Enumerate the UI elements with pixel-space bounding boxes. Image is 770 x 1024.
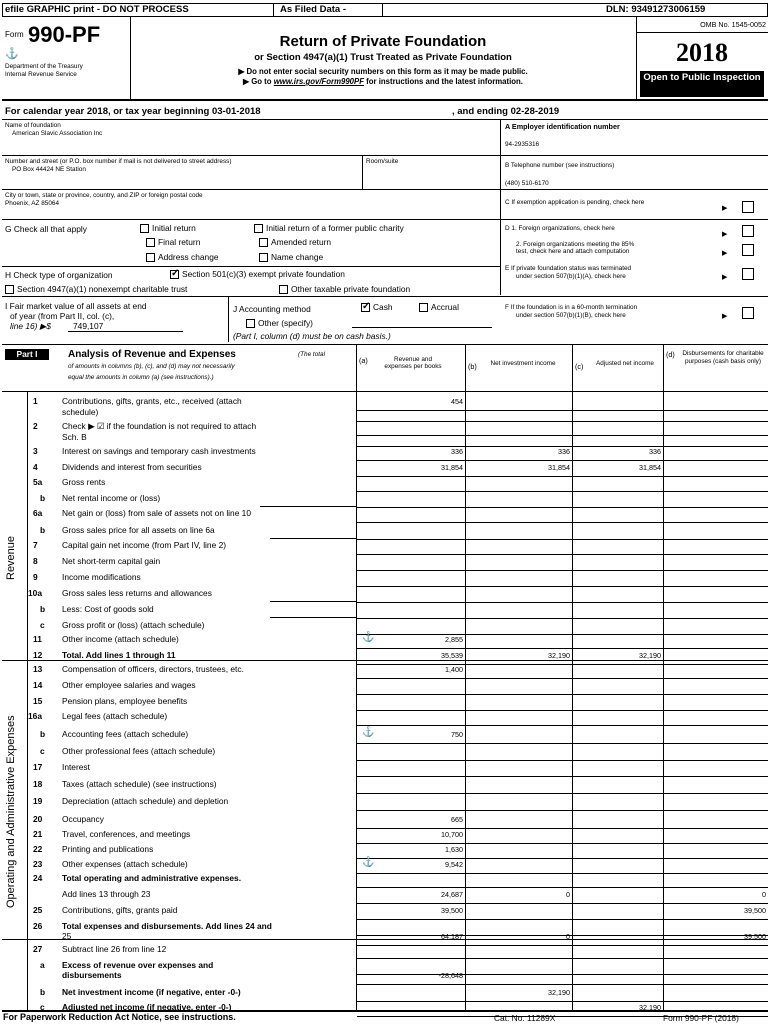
line-number: 1 — [33, 396, 38, 406]
entry-line[interactable] — [260, 506, 357, 507]
line-description: Other expenses (attach schedule) — [62, 859, 188, 869]
col-a-header: Revenue and expenses per books — [384, 356, 442, 370]
form-title: Return of Private Foundation — [279, 33, 487, 50]
d2-label-a: 2. Foreign organizations meeting the 85% — [516, 241, 635, 248]
city-label: City or town, state or province, country, and ZIP or foreign postal code — [5, 192, 203, 199]
line-number: 22 — [33, 844, 43, 854]
line-description: Subtract line 26 from line 12 — [62, 944, 167, 954]
line-description: Total. Add lines 1 through 11 — [62, 650, 176, 660]
row-divider — [357, 586, 768, 587]
foundation-name-label: Name of foundation — [5, 122, 61, 129]
amount-cell-a: 10,700 — [441, 830, 463, 839]
form-label: Form — [5, 30, 24, 39]
line-description: Accounting fees (attach schedule) — [62, 729, 189, 739]
line-number: 15 — [33, 696, 43, 706]
row-divider — [357, 873, 768, 874]
line-number: b — [40, 604, 46, 614]
line-description: Check ▶ ☑ if the foundation is not required to attach — [62, 421, 257, 431]
line-number: 26 — [33, 921, 43, 931]
row-divider — [357, 460, 768, 461]
arrow-icon: ▶ — [722, 231, 728, 238]
cash-check[interactable]: ✓ Cash — [361, 302, 393, 312]
line-number: 21 — [33, 829, 43, 839]
line-number: 4 — [33, 462, 38, 472]
h-501c3-check[interactable]: ✓ Section 501(c)(3) exempt private foundation — [170, 269, 345, 279]
arrow-icon: ▶ — [722, 205, 728, 212]
row-divider — [357, 793, 768, 794]
part-one-note3: equal the amounts in column (a) (see instructions).) — [68, 374, 214, 381]
row-divider — [357, 522, 768, 523]
line-number: 20 — [33, 814, 43, 824]
accrual-check[interactable]: Accrual — [419, 302, 459, 312]
e-checkbox[interactable] — [742, 268, 754, 280]
line-description: Net rental income or (loss) — [62, 493, 161, 503]
exemption-pending-label: C If exemption application is pending, check here — [505, 199, 645, 206]
entry-line[interactable] — [270, 617, 357, 618]
amount-cell-c: 31,854 — [639, 463, 661, 472]
line-number: 16a — [28, 711, 42, 721]
part-one-note2: of amounts in columns (b), (c), and (d) may not necessarily — [68, 363, 235, 370]
form-footer-label: Form 990-PF (2018) — [663, 1013, 739, 1023]
line-description: Add lines 13 through 23 — [62, 889, 151, 899]
row-divider — [357, 958, 768, 959]
row-divider — [357, 760, 768, 761]
line-number: 24 — [33, 873, 43, 883]
amount-cell-b: 0 — [566, 932, 570, 941]
arrow-icon: ▶ — [722, 250, 728, 257]
amount-cell-a: 750 — [451, 730, 463, 739]
revenue-side-label: Revenue — [5, 535, 17, 580]
line-description: Gross sales price for all assets on line 6a — [62, 525, 215, 535]
checkbox-icon — [140, 224, 149, 233]
row-divider — [357, 507, 768, 508]
initial-former-check[interactable]: Initial return of a former public charity — [254, 223, 404, 233]
line-description: Less: Cost of goods sold — [62, 604, 154, 614]
line-description: Other income (attach schedule) — [62, 634, 179, 644]
line-description: Gross rents — [62, 477, 106, 487]
line-description: Sch. B — [62, 432, 87, 442]
attachment-icon: ⚓ — [5, 48, 19, 60]
city-value: Phoenix, AZ 85064 — [5, 200, 60, 207]
f-checkbox[interactable] — [742, 307, 754, 319]
line-number: c — [40, 746, 45, 756]
phone-label: B Telephone number (see instructions) — [505, 162, 615, 169]
f-label-a: F If the foundation is in a 60-month termination — [505, 304, 638, 311]
row-divider — [357, 491, 768, 492]
row-divider — [357, 421, 768, 422]
other-method-check[interactable]: Other (specify) — [246, 318, 313, 328]
irs-service: Internal Revenue Service — [5, 71, 77, 78]
filed-data-label: As Filed Data - — [280, 4, 346, 15]
line-number: 18 — [33, 779, 43, 789]
row-divider — [357, 602, 768, 603]
line-number: 23 — [33, 859, 43, 869]
col-d-header: Disbursements for charitable purposes (cash basis only) — [682, 350, 764, 365]
fmv-label-b: of year (from Part II, col. (c), — [10, 311, 115, 321]
row-divider — [357, 554, 768, 555]
checkbox-icon — [254, 224, 263, 233]
cat-number: Cat. No. 11289X — [494, 1013, 556, 1023]
phone-value: (480) 510-6170 — [505, 180, 549, 187]
h-4947-check[interactable]: Section 4947(a)(1) nonexempt charitable trust — [5, 284, 187, 294]
line-description: Pension plans, employee benefits — [62, 696, 188, 706]
col-c-header: Adjusted net income — [596, 360, 654, 367]
amount-cell-c: 32,190 — [639, 1003, 661, 1012]
amount-cell-a: 1,400 — [445, 665, 463, 674]
checkbox-icon — [246, 319, 255, 328]
row-divider — [357, 618, 768, 619]
row-divider — [357, 810, 768, 811]
arrow-icon: ▶ — [722, 274, 728, 281]
line-description: Total expenses and disbursements. Add lines 24 and — [62, 921, 272, 931]
row-divider — [357, 648, 768, 649]
amount-cell-a: 64,187 — [441, 932, 463, 941]
g-check-label: G Check all that apply — [5, 224, 87, 234]
amount-cell-a: 1,630 — [445, 845, 463, 854]
line-number: 27 — [33, 944, 43, 954]
d2-label-b: test, check here and attach computation — [516, 248, 630, 255]
row-divider — [357, 919, 768, 920]
line-number: b — [40, 493, 46, 503]
line-description: Net short-term capital gain — [62, 556, 161, 566]
dept-treasury: Department of the Treasury — [5, 63, 83, 70]
amount-cell-b: 31,854 — [548, 463, 570, 472]
line-description: 25 — [62, 931, 72, 941]
accounting-method-label: J Accounting method — [233, 304, 311, 314]
row-divider — [357, 828, 768, 829]
amount-cell-b: 32,190 — [548, 988, 570, 997]
col-a-tag: (a) — [359, 356, 368, 365]
ein-label: A Employer identification number — [505, 122, 620, 131]
amount-cell-e: 39,500 — [744, 932, 766, 941]
amount-cell-a: 35,539 — [441, 651, 463, 660]
line-description: disbursements — [62, 970, 122, 980]
amount-cell-c: 336 — [649, 447, 661, 456]
omb-number: OMB No. 1545-0052 — [700, 20, 766, 29]
address-label: Number and street (or P.O. box number if mail is not delivered to street address) — [5, 158, 232, 165]
amount-cell-a: 336 — [451, 447, 463, 456]
line-description: schedule) — [62, 407, 99, 417]
address-change-check[interactable]: Address change — [146, 252, 219, 262]
fmv-value: 749,107 — [68, 321, 183, 332]
ein-value: 94-2935316 — [505, 141, 540, 148]
entry-line[interactable] — [270, 538, 357, 539]
checkbox-icon — [419, 303, 428, 312]
row-divider — [357, 476, 768, 477]
amount-cell-c: 32,190 — [639, 651, 661, 660]
row-divider — [357, 843, 768, 844]
line-description: Other professional fees (attach schedule) — [62, 746, 216, 756]
amount-cell-b: 32,190 — [548, 651, 570, 660]
checkbox-icon — [279, 285, 288, 294]
ssn-instruction: ▶ Do not enter social security numbers on this form as it may be made public. — [238, 67, 528, 76]
line-number: 25 — [33, 905, 43, 915]
attachment-icon[interactable]: ⚓ — [362, 727, 375, 738]
amount-cell-a: 24,687 — [441, 890, 463, 899]
amount-cell-b: 0 — [566, 890, 570, 899]
row-divider — [357, 725, 768, 726]
line-description: Capital gain net income (from Part IV, line 2) — [62, 540, 227, 550]
amount-cell-a: 9,542 — [445, 860, 463, 869]
arrow-icon: ▶ — [722, 313, 728, 320]
row-divider — [357, 539, 768, 540]
line-description: Legal fees (attach schedule) — [62, 711, 168, 721]
line-number: 7 — [33, 540, 38, 550]
row-divider — [357, 743, 768, 744]
irs-link-line — [130, 77, 636, 86]
amount-cell-a: 31,854 — [441, 463, 463, 472]
attachment-icon[interactable]: ⚓ — [362, 857, 375, 868]
line-description: Depreciation (attach schedule) and depletion — [62, 796, 229, 806]
line-description: Other employee salaries and wages — [62, 680, 196, 690]
line-description: Contributions, gifts, grants paid — [62, 905, 178, 915]
irs-link[interactable]: www.irs.gov/Form990PF — [273, 77, 364, 86]
line-number: b — [40, 525, 46, 535]
checkbox-icon — [146, 238, 155, 247]
line-description: Taxes (attach schedule) (see instructions) — [62, 779, 217, 789]
line-number: 3 — [33, 446, 38, 456]
checkbox-icon — [146, 253, 155, 262]
row-divider — [357, 1001, 768, 1002]
line-number: c — [40, 1002, 45, 1012]
checkbox-icon — [259, 253, 268, 262]
amount-cell-a: 2,855 — [445, 635, 463, 644]
row-divider — [357, 984, 768, 985]
line-number: 8 — [33, 556, 38, 566]
e-label-b: under section 507(b)(1)(A), check here — [516, 273, 626, 280]
line-description: Travel, conferences, and meetings — [62, 829, 191, 839]
row-divider — [357, 694, 768, 695]
initial-return-check[interactable]: Initial return — [140, 223, 196, 233]
d2-checkbox[interactable] — [742, 244, 754, 256]
amount-cell-e: 0 — [762, 890, 766, 899]
part-one-note1: (The total — [298, 351, 325, 358]
line-description: Occupancy — [62, 814, 104, 824]
amount-cell-a: 665 — [451, 815, 463, 824]
tax-year: 2018 — [676, 38, 728, 67]
dln-number: DLN: 93491273006159 — [606, 4, 706, 15]
attachment-icon[interactable]: ⚓ — [362, 632, 375, 643]
line-description: Contributions, gifts, grants, etc., received (attach — [62, 396, 242, 406]
line-number: 17 — [33, 762, 43, 772]
line-number: c — [40, 620, 45, 630]
row-divider — [357, 858, 768, 859]
street-address: PO Box 44424 NE Station — [12, 166, 86, 173]
name-change-check[interactable]: Name change — [259, 252, 323, 262]
col-b-tag: (b) — [468, 362, 477, 371]
line-number: 12 — [33, 650, 43, 660]
line-number: 5a — [33, 477, 43, 487]
line-number: a — [40, 960, 45, 970]
line-description: Interest — [62, 762, 90, 772]
line-description: Net investment income (if negative, enter -0-) — [62, 987, 241, 997]
line-description: Gross sales less returns and allowances — [62, 588, 212, 598]
checkbox-icon — [259, 238, 268, 247]
f-label-b: under section 507(b)(1)(B), check here — [516, 312, 626, 319]
line-description: Net gain or (loss) from sale of assets not on line 10 — [62, 508, 251, 518]
fmv-label-a: I Fair market value of all assets at end — [5, 301, 147, 311]
row-divider — [357, 903, 768, 904]
instr-suffix: for instructions and the latest information. — [363, 77, 523, 86]
open-public-badge: Open to Public Inspection — [640, 71, 764, 97]
line-number: 13 — [33, 664, 43, 674]
cash-basis-note: (Part I, column (d) must be on cash basis.) — [233, 331, 391, 341]
form-number: 990-PF — [28, 22, 101, 47]
fmv-label-c: line 16) ▶$ — [10, 321, 51, 331]
d1-label: D 1. Foreign organizations, check here — [505, 225, 615, 232]
h-label: H Check type of organization — [5, 270, 113, 280]
row-divider — [357, 887, 768, 888]
checkmark-icon — [170, 270, 179, 279]
amount-cell-a: 39,500 — [441, 906, 463, 915]
line-description: Interest on savings and temporary cash investments — [62, 446, 256, 456]
col-c-tag: (c) — [575, 362, 584, 371]
line-number: 10a — [28, 588, 42, 598]
entry-line[interactable] — [270, 601, 357, 602]
line-description: Excess of revenue over expenses and — [62, 960, 214, 970]
foundation-name: American Slavic Association Inc — [12, 130, 103, 137]
amount-cell-b: 336 — [558, 447, 570, 456]
col-b-header: Net investment income — [490, 360, 556, 367]
line-description: Printing and publications — [62, 844, 154, 854]
paperwork-notice: For Paperwork Reduction Act Notice, see instructions. — [3, 1012, 236, 1022]
line-description: Total operating and administrative expenses. — [62, 873, 242, 883]
e-label-a: E If private foundation status was terminated — [505, 265, 632, 272]
row-divider — [357, 776, 768, 777]
line-number: 11 — [33, 634, 42, 644]
h-other-check[interactable]: Other taxable private foundation — [279, 284, 410, 294]
row-divider — [357, 570, 768, 571]
row-divider — [357, 678, 768, 679]
row-divider — [357, 435, 768, 436]
line-description: Dividends and interest from securities — [62, 462, 202, 472]
expenses-side-label: Operating and Administrative Expenses — [5, 715, 17, 908]
checkbox-icon — [5, 285, 14, 294]
line-description: Adjusted net income (if negative, enter -0-) — [62, 1002, 232, 1012]
line-number: 6a — [33, 508, 43, 518]
final-return-check[interactable]: Final return — [146, 237, 200, 247]
line-number: 19 — [33, 796, 43, 806]
tax-year-end: , and ending 02-28-2019 — [452, 106, 560, 117]
line-description: Gross profit or (loss) (attach schedule) — [62, 620, 205, 630]
col-d-tag: (d) — [666, 350, 675, 359]
amount-cell-a: -28,648 — [438, 971, 463, 980]
checkmark-icon — [361, 303, 370, 312]
amount-cell-a: 454 — [451, 397, 463, 406]
line-number: 9 — [33, 572, 38, 582]
line-description: Income modifications — [62, 572, 141, 582]
exemption-pending-checkbox[interactable] — [742, 201, 754, 213]
room-suite-label: Room/suite — [366, 158, 399, 165]
line-number: b — [40, 987, 46, 997]
tax-year-begin: For calendar year 2018, or tax year beginning 03-01-2018 — [5, 106, 261, 117]
d1-checkbox[interactable] — [742, 225, 754, 237]
form-subtitle: or Section 4947(a)(1) Trust Treated as Private Foundation — [254, 52, 512, 63]
instr-prefix: ▶ Go to — [243, 77, 274, 86]
part-one-title: Analysis of Revenue and Expenses — [68, 349, 236, 360]
efile-banner: efile GRAPHIC print - DO NOT PROCESS — [5, 4, 189, 15]
row-divider — [357, 945, 768, 946]
row-divider — [357, 710, 768, 711]
part-one-tag: Part I — [5, 349, 49, 360]
amount-cell-e: 39,500 — [744, 906, 766, 915]
line-number: 2 — [33, 421, 38, 431]
line-number: 14 — [33, 680, 43, 690]
line-number: b — [40, 729, 46, 739]
line-description: Compensation of officers, directors, trustees, etc. — [62, 664, 244, 674]
amended-return-check[interactable]: Amended return — [259, 237, 331, 247]
row-divider — [357, 410, 768, 411]
